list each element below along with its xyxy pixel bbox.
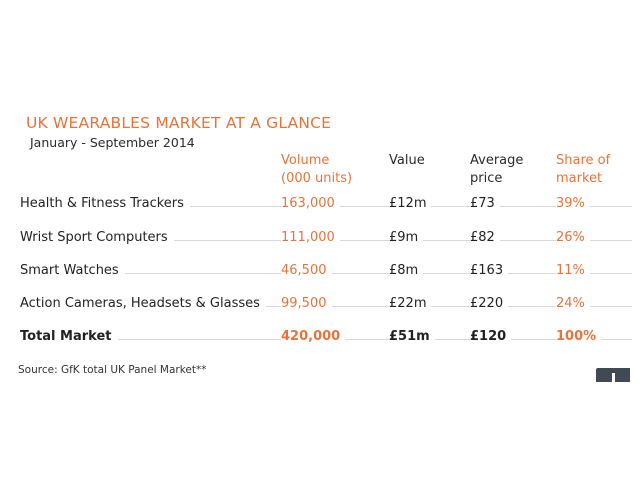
row-label: Wrist Sport Computers: [20, 230, 174, 245]
chart-title: UK WEARABLES MARKET AT A GLANCE: [26, 114, 332, 132]
cell-volume: 420,000: [281, 329, 345, 344]
row-label: Total Market: [20, 329, 118, 344]
cell-value: £51m: [389, 329, 435, 344]
column-header-volume: [281, 152, 352, 188]
column-header-volume-line2: (000 units): [281, 171, 353, 186]
column-header-share-line2: market: [556, 171, 603, 186]
cell-value: £8m: [389, 263, 423, 278]
cell-price: £73: [470, 196, 500, 211]
cell-value: £12m: [389, 196, 431, 211]
cell-share: 100%: [556, 329, 601, 344]
row-label: Health & Fitness Trackers: [20, 196, 190, 211]
column-header-volume-line1: Volume: [281, 153, 330, 168]
cell-share: 39%: [556, 196, 590, 211]
column-header-value-line1: Value: [389, 153, 425, 168]
cell-share: 26%: [556, 230, 590, 245]
corner-tab-icon[interactable]: [596, 368, 630, 382]
column-header-share: [556, 152, 610, 188]
cell-share: 11%: [556, 263, 590, 278]
cell-volume: 46,500: [281, 263, 332, 278]
cell-volume: 163,000: [281, 196, 340, 211]
row-label: Action Cameras, Headsets & Glasses: [20, 296, 266, 311]
cell-price: £163: [470, 263, 508, 278]
column-header-price-line2: price: [470, 171, 503, 186]
source-note: Source: GfK total UK Panel Market**: [18, 364, 207, 376]
cell-share: 24%: [556, 296, 590, 311]
column-header-value: [389, 152, 425, 170]
cell-value: £9m: [389, 230, 423, 245]
column-header-price: [470, 152, 523, 188]
cell-volume: 111,000: [281, 230, 340, 245]
cell-price: £82: [470, 230, 500, 245]
cell-price: £120: [470, 329, 511, 344]
row-label: Smart Watches: [20, 263, 125, 278]
cell-value: £22m: [389, 296, 431, 311]
cell-volume: 99,500: [281, 296, 332, 311]
chart-subtitle: January - September 2014: [30, 135, 195, 150]
cell-price: £220: [470, 296, 508, 311]
column-header-share-line1: Share of: [556, 153, 611, 168]
column-header-price-line1: Average: [470, 153, 524, 168]
